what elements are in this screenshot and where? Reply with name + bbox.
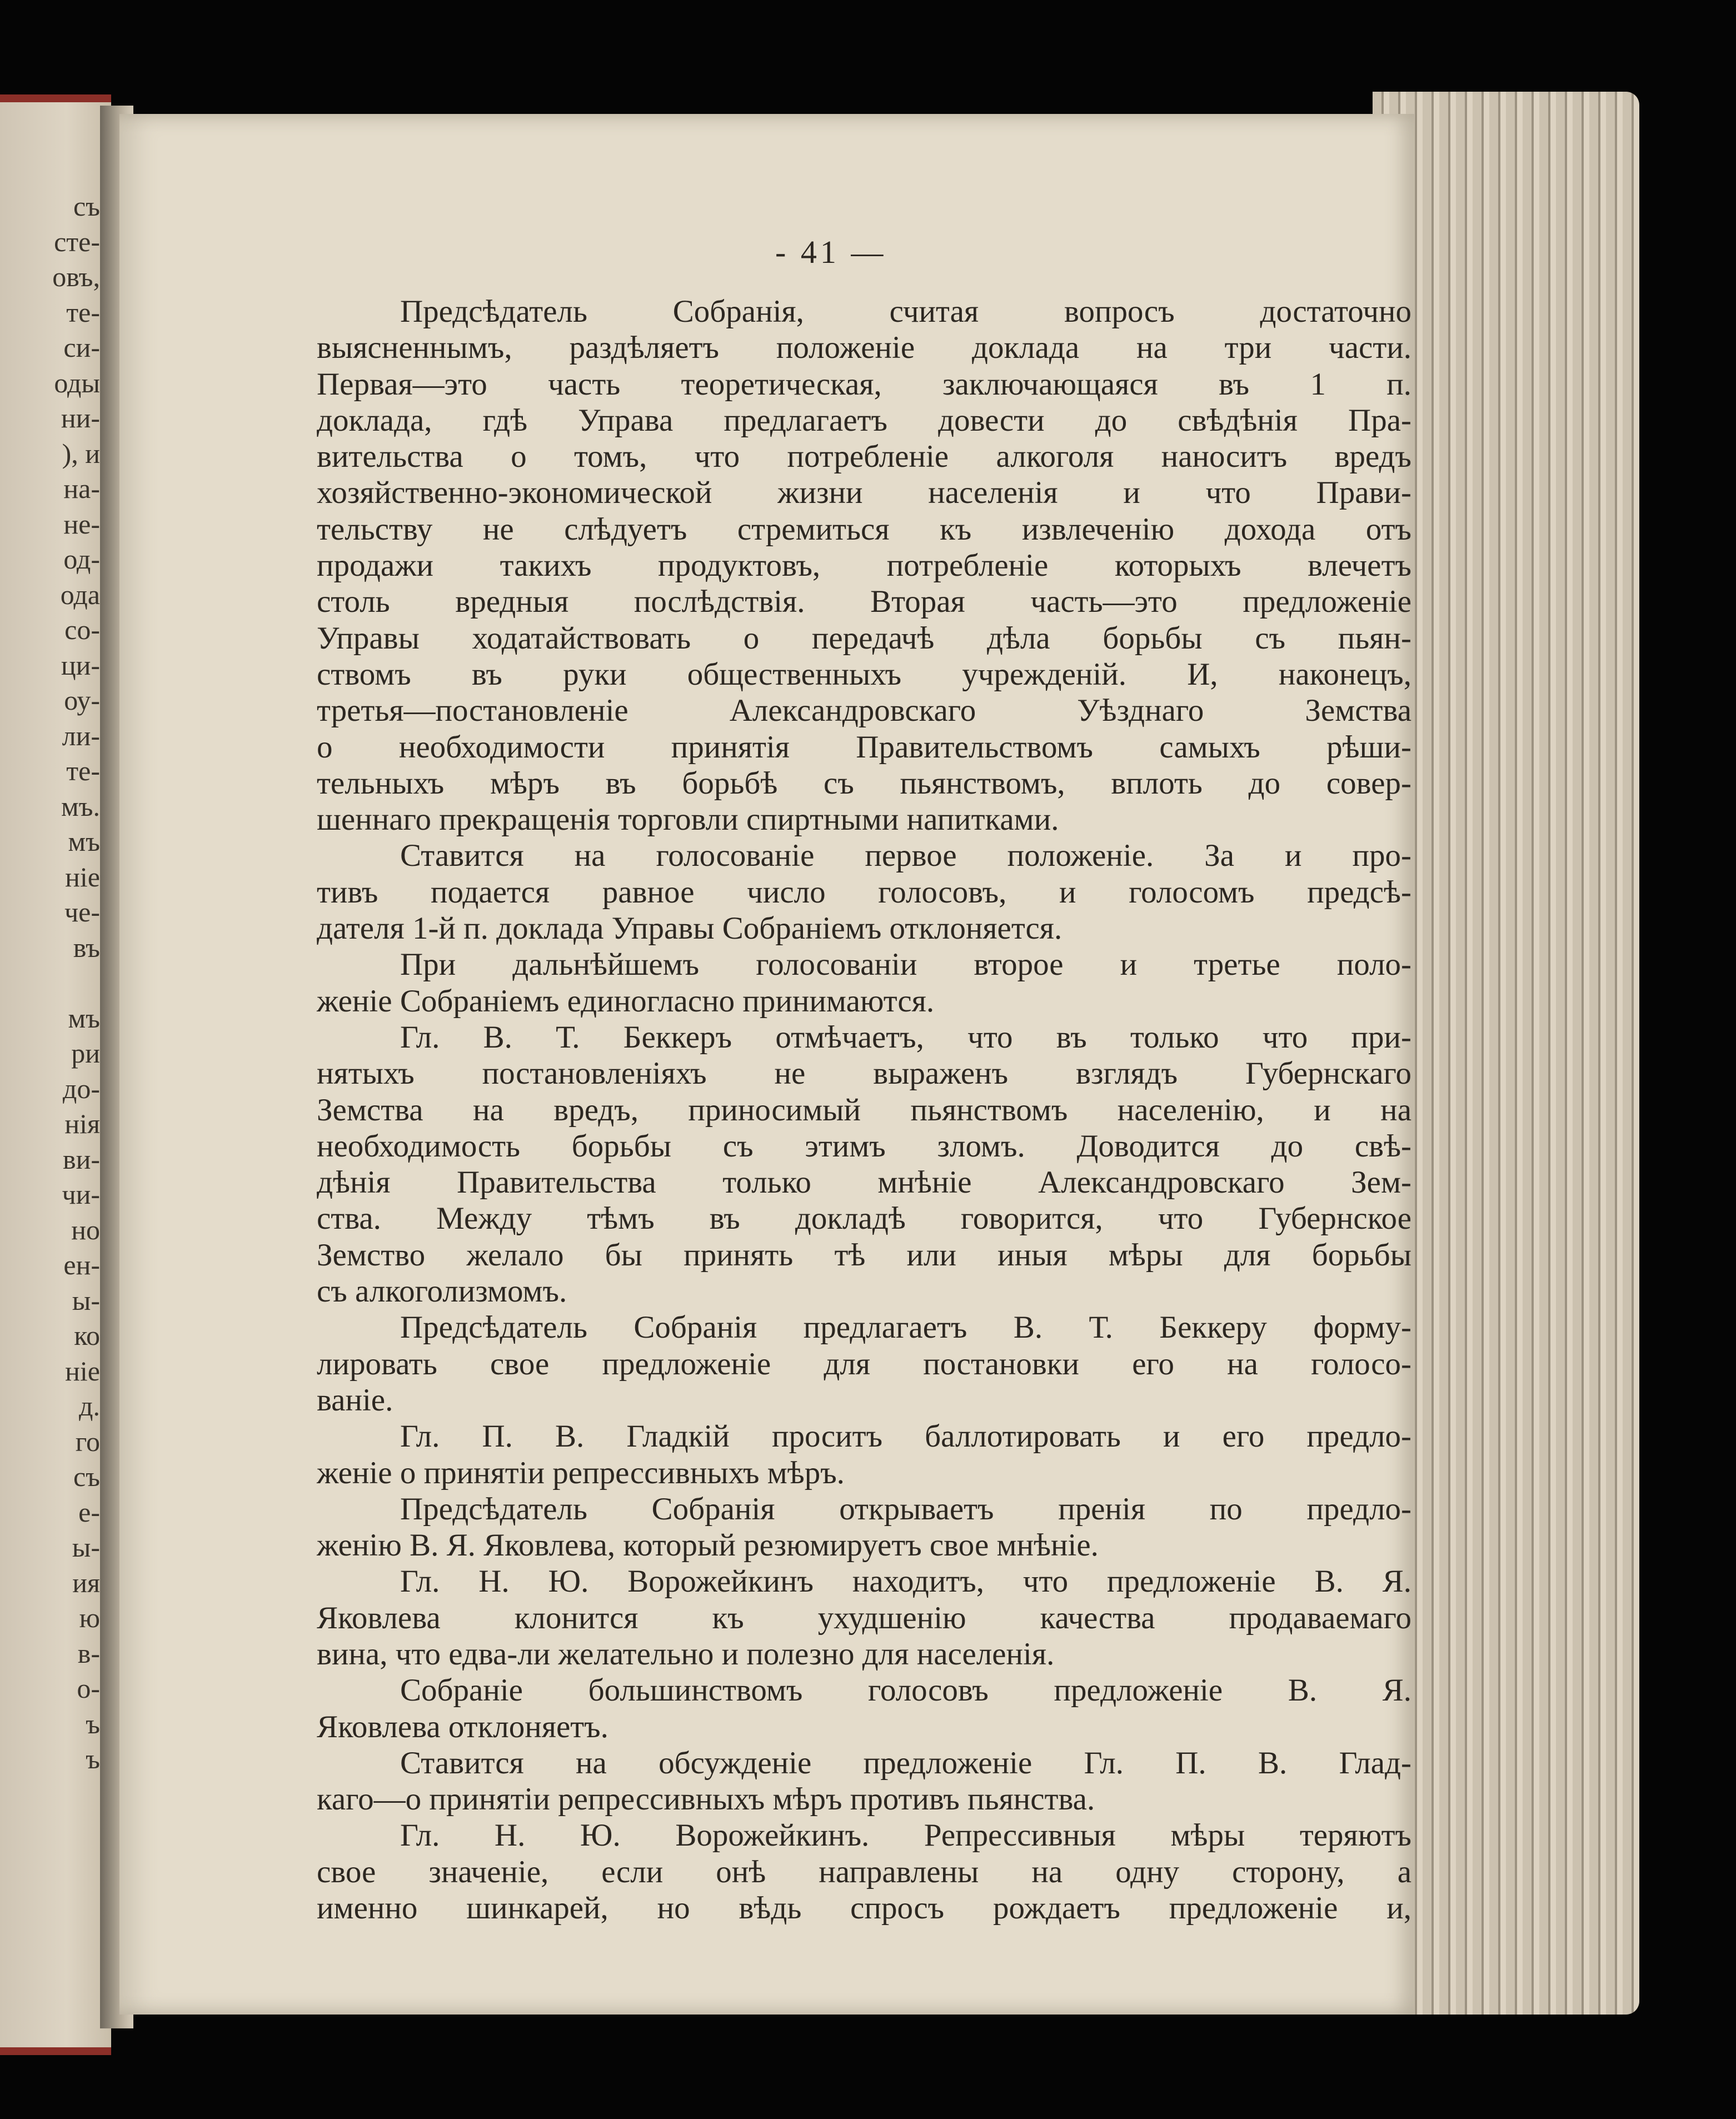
text-line: свое значеніе, если онѣ направлены на одну сторону, а	[317, 1854, 1411, 1889]
text-line: Ставится на обсужденіе предложеніе Гл. П. В. Глад-	[400, 1745, 1411, 1781]
text-line: ваніе.	[317, 1382, 393, 1418]
margin-fragment: оу-	[64, 685, 100, 716]
margin-fragment: овъ,	[52, 261, 100, 292]
margin-fragment: е-	[78, 1496, 100, 1528]
text-line: Земство желало бы принять тѣ или иныя мѣры для борьбы	[317, 1237, 1411, 1273]
margin-fragment: со-	[64, 614, 100, 645]
margin-fragment: си-	[63, 332, 100, 363]
text-line: женію В. Я. Яковлева, который резюмируетъ свое мнѣніе.	[317, 1528, 1099, 1563]
book-page	[119, 114, 1414, 2015]
text-line: дѣнія Правительства только мнѣніе Александровскаго Зем-	[317, 1165, 1411, 1200]
margin-fragment: в-	[77, 1637, 100, 1669]
margin-fragment: въ	[73, 931, 100, 963]
margin-fragment: съ	[73, 191, 100, 222]
margin-fragment: ен-	[63, 1249, 100, 1280]
margin-fragment: сте-	[54, 226, 100, 257]
margin-fragment: нія	[64, 1108, 100, 1139]
margin-fragment: мъ.	[61, 790, 100, 822]
margin-fragment: ю	[79, 1602, 100, 1633]
margin-fragment: те-	[66, 296, 100, 328]
text-line: ствомъ въ руки общественныхъ учрежденій. И, наконецъ,	[317, 656, 1411, 692]
text-line: Яковлева отклоняетъ.	[317, 1709, 608, 1744]
margin-fragment: мъ	[68, 826, 100, 857]
margin-fragment: ы-	[72, 1284, 100, 1316]
text-line: Гл. Н. Ю. Ворожейкинъ. Репрессивныя мѣры теряютъ	[400, 1818, 1411, 1853]
margin-fragment: ы-	[72, 1532, 100, 1563]
text-line: Гл. В. Т. Беккеръ отмѣчаетъ, что въ только что при-	[400, 1019, 1411, 1055]
text-line: необходимость борьбы съ этимъ зломъ. Доводится до свѣ-	[317, 1128, 1411, 1164]
text-line: женіе Собраніемъ единогласно принимаются.	[317, 983, 935, 1019]
text-line: При дальнѣйшемъ голосованіи второе и третье поло-	[400, 947, 1411, 983]
text-line: вина, что едва-ли желательно и полезно для населенія.	[317, 1636, 1055, 1672]
text-line: Предсѣдатель Собранія предлагаетъ В. Т. Беккеру форму-	[400, 1310, 1411, 1345]
margin-fragment: ніе	[65, 1355, 100, 1387]
margin-fragment: ци-	[61, 649, 100, 681]
margin-fragment: ніе	[65, 861, 100, 893]
margin-fragment	[0, 965, 100, 1001]
text-line: Первая—это часть теоретическая, заключающаяся въ 1 п.	[317, 366, 1411, 402]
text-line: Яковлева клонится къ ухудшенію качества продаваемаго	[317, 1600, 1411, 1636]
margin-fragment: д.	[79, 1390, 100, 1422]
text-line: столь вредныя послѣдствія. Вторая часть—это предложеніе	[317, 584, 1411, 620]
text-line: Земства на вредъ, приносимый пьянствомъ населенію, и на	[317, 1092, 1411, 1128]
margin-fragment: ода	[60, 579, 100, 610]
margin-fragment: ия	[72, 1567, 100, 1598]
text-line: женіе о принятіи репрессивныхъ мѣръ.	[317, 1455, 845, 1490]
text-line: именно шинкарей, но вѣдь спросъ рождаетъ предложеніе и,	[317, 1891, 1411, 1926]
text-line: Гл. П. В. Гладкій проситъ баллотировать и его предло-	[400, 1419, 1411, 1454]
text-line: каго—о принятіи репрессивныхъ мѣръ противъ пьянства.	[317, 1782, 1095, 1817]
text-line: хозяйственно-экономической жизни населенія и что Прави-	[317, 475, 1411, 511]
margin-fragment: но	[71, 1214, 100, 1245]
text-line: съ алкоголизмомъ.	[317, 1274, 567, 1309]
text-line: дателя 1-й п. доклада Управы Собраніемъ отклоняется.	[317, 911, 1062, 946]
text-line: вительства о томъ, что потребленіе алкоголя наноситъ вредъ	[317, 439, 1411, 475]
text-line: Управы ходатайствовать о передачѣ дѣла борьбы съ пьян-	[317, 620, 1411, 656]
previous-page-text-fragments	[0, 189, 100, 1828]
page-text	[317, 293, 1411, 1926]
text-line: Предсѣдатель Собранія открываетъ пренія по предло-	[400, 1491, 1411, 1527]
text-line: тельныхъ мѣръ въ борьбѣ съ пьянствомъ, вплоть до совер-	[317, 765, 1411, 801]
text-line: продажи такихъ продуктовъ, потребленіе которыхъ влечетъ	[317, 548, 1411, 584]
margin-fragment: ви-	[62, 1143, 100, 1175]
margin-fragment: ), и	[62, 437, 100, 469]
text-line: Ставится на голосованіе первое положеніе. За и про-	[400, 838, 1411, 874]
text-line: доклада, гдѣ Управа предлагаетъ довести до свѣдѣнія Пра-	[317, 402, 1411, 438]
margin-fragment: ъ	[86, 1743, 100, 1774]
margin-fragment: оды	[54, 367, 100, 398]
text-line: шеннаго прекращенія торговли спиртными напитками.	[317, 802, 1059, 837]
text-line: ства. Между тѣмъ въ докладѣ говорится, что Губернское	[317, 1201, 1411, 1237]
text-line: Предсѣдатель Собранія, считая вопросъ достаточно	[400, 294, 1411, 329]
margin-fragment: те-	[66, 755, 100, 786]
margin-fragment: съ	[73, 1461, 100, 1492]
page-number: - 41 —	[775, 234, 887, 270]
text-line: нятыхъ постановленіяхъ не выраженъ взглядъ Губернскаго	[317, 1056, 1411, 1091]
text-line: Собраніе большинствомъ голосовъ предложеніе В. Я.	[400, 1673, 1411, 1708]
margin-fragment: о-	[77, 1673, 100, 1704]
text-line: о необходимости принятія Правительствомъ самыхъ рѣши-	[317, 729, 1411, 765]
text-line: выясненнымъ, раздѣляетъ положеніе доклада на три части.	[317, 330, 1411, 366]
text-line: Гл. Н. Ю. Ворожейкинъ находитъ, что предложеніе В. Я.	[400, 1564, 1411, 1599]
margin-fragment: не-	[63, 508, 100, 540]
margin-fragment: ли-	[62, 720, 100, 751]
margin-fragment: од-	[63, 544, 100, 575]
margin-fragment: на-	[63, 473, 100, 504]
margin-fragment: ни-	[61, 402, 100, 433]
margin-fragment: ри	[71, 1038, 100, 1069]
margin-fragment: ко	[74, 1320, 100, 1351]
margin-fragment: мъ	[68, 1002, 100, 1034]
margin-fragment: чи-	[62, 1179, 100, 1210]
text-line: лировать свое предложеніе для постановки его на голосо-	[317, 1346, 1411, 1382]
margin-fragment: че-	[64, 896, 100, 928]
text-line: тивъ подается равное число голосовъ, и голосомъ предсѣ-	[317, 874, 1411, 910]
text-line: третья—постановленіе Александровскаго Уѣзднаго Земства	[317, 693, 1411, 729]
margin-fragment: ъ	[86, 1708, 100, 1739]
margin-fragment: го	[75, 1425, 100, 1457]
margin-fragment: до-	[62, 1073, 100, 1104]
text-line: тельству не слѣдуетъ стремиться къ извлеченію дохода отъ	[317, 511, 1411, 547]
